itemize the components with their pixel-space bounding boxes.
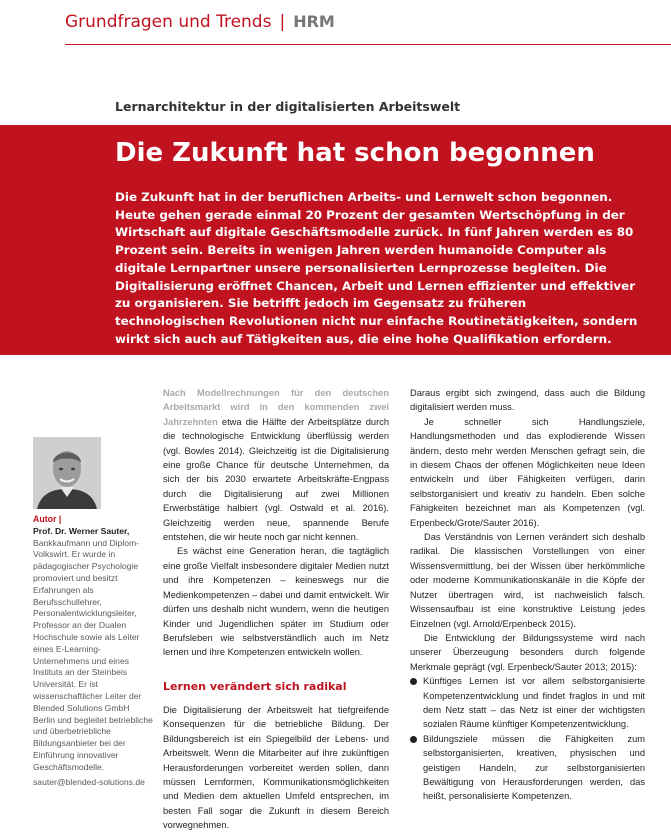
- author-bio: Bankkaufmann und Diplom-Volkswirt. Er wurde in pädagogischer Psychologie promoviert und besitzt Erfahrungen als Berufsschullehrer, Personalentwicklungsleiter, Professor an der Dualen Hochschule sowie als Leiter eines E-Learning-Unternehmens und eines Instituts an der Steinbeis Universität. Er ist wissenschaftlicher Leiter der Blended Solutions GmbH Berlin und begleitet betriebliche und überbetriebliche Bildungsanbieter bei der Einführung innovativer Geschäftsmodelle.: [33, 537, 153, 772]
- article-lead: Die Zukunft hat in der beruflichen Arbeits- und Lernwelt schon begonnen. Heute gehen gerade einmal 20 Prozent der gesamten Wertschöpfung in der Wirtschaft auf digitale Geschäftsmodelle zurück. In fünf Jahren werden es 80 Prozent sein. Bereits in wenigen Jahren werden humanoide Computer als digitale Lernpartner unsere personalisierten Lernprozesse begleiten. Die Digitalisierung eröffnet Chancen, Arbeit und Lernen effizienter und effektiver zu organisieren. Sie betrifft jedoch im Gegensatz zu früheren technologischen Revolutionen nicht nur einfache Routinetätigkeiten, sondern wirkt sich auch auf Tätigkeiten aus, die eine hohe Qualifikation erfordern.: [115, 190, 638, 346]
- bullet-list: [410, 674, 645, 804]
- header-separator: |: [279, 12, 286, 32]
- paragraph: Das Verständnis von Lernen verändert sich deshalb radikal. Die klassischen Vorstellungen von einer Wissensvermittlung, bei der Wissen über herkömmliche oder moderne Kommunikationskanäle in die Köpfe der Nutzer übertragen wird, ist nachweislich falsch. Wissensaufbau ist eine konstruktive Leistung jedes Einzelnen (vgl. Arnold/Erpenbeck 2015).: [410, 532, 645, 629]
- author-sidebar: [33, 514, 153, 774]
- paragraph: Je schneller sich Handlungsziele, Handlungsmethoden und das explodierende Wissen ändern, desto mehr werden Menschen gefragt sein, die in diesem Chaos der offenen Möglichkeiten neue Ideen entwickeln und über Fähigkeiten verfügen, darin selbstorganisiert und kreativ zu handeln. Eben solche Fähigkeiten bezeichnet man als Kompetenzen (vgl. Erpenbeck/Grote/Sauter 2016).: [410, 416, 645, 528]
- author-portrait-icon: [33, 437, 101, 509]
- paragraph: Die Digitalisierung der Arbeitswelt hat tiefgreifende Konsequenzen für die betriebliche Bildung. Der Bildungsbereich ist ein Spiegelbild der Lebens- und Arbeitswelt. Wenn die Mitarbeiter auf ihre zukünftigen Herausforderungen vorbereitet werden sollen, dann müssen Lernformen, Kommunikationsmöglichkeiten und Medien dem aktuellen Umfeld entsprechen, im besten Fall sogar die Zukunft in diesem Bereich vorwegnehmen.: [163, 705, 389, 831]
- bullet-item: Bildungsziele müssen die Fähigkeiten zum selbstorganisierten, kreativen, physischen und geistigen Handeln, zur selbstorganisierten Bewältigung von Herausforderungen werden, das heißt, personalisierte Kompetenzen.: [410, 732, 645, 804]
- paragraph: Daraus ergibt sich zwingend, dass auch die Bildung digitalisiert werden muss.: [410, 388, 645, 413]
- section-subhead: Lernen verändert sich radikal: [163, 680, 347, 693]
- section-tag: HRM: [293, 12, 335, 31]
- page-header: [65, 12, 335, 32]
- lead-in-text: Nach Modellrechnungen für den deutschen Arbeitsmarkt wird in den kommenden zwei Jahrzehnten: [163, 388, 389, 427]
- column-1-continued: [163, 703, 389, 833]
- paragraph: Die Entwicklung der Bildungssysteme wird nach unserer Überzeugung besonders durch folgende Merkmale geprägt (vgl. Erpenbeck/Sauter 2013; 2015):: [410, 632, 645, 672]
- section-title: Grundfragen und Trends: [65, 12, 272, 32]
- author-label: Autor |: [33, 514, 62, 524]
- bullet-item: Künftiges Lernen ist vor allem selbstorganisierte Kompetenzentwicklung und findet fraglos in und mit dem Netz statt – das Netz ist einer der wichtigsten sozialen Räume künftiger Kompetenzentwicklung.: [410, 674, 645, 732]
- paragraph: Es wächst eine Generation heran, die tagtäglich eine große Vielfalt insbesondere digitaler Medien nutzt und ihre Kompetenzen – keineswegs nur die Medienkompetenzen – dabei und damit entwickelt. Wir dürfen uns deshalb nicht wundern, wenn die heutigen Kinder und Jugendlichen später im Studium oder Berufsleben wie selbstverständlich auch im Netz lernen und ihre Kompetenzen entwickeln wollen.: [163, 546, 389, 658]
- paragraph: [163, 386, 389, 544]
- author-name: Prof. Dr. Werner Sauter,: [33, 525, 130, 536]
- header-rule: [65, 44, 671, 45]
- column-2: [410, 386, 645, 804]
- author-email[interactable]: sauter@blended-solutions.de: [33, 777, 145, 787]
- article-headline: Die Zukunft hat schon begonnen: [115, 138, 595, 168]
- paragraph-text: etwa die Hälfte der Arbeitsplätze durch die technologische Entwicklung überflüssig werden (vgl. Bowles 2014). Gleichzeitig ist die Digitalisierung eine große Chance für deutsche Unternehmen, da sich der bis 2030 erwartete Arbeitskräfte-Engpass durch die Digitalisierung auf zwei Millionen Erwerbstätige halbiert (vgl. Ostwald et al. 2016). Gleichzeitig werden neue, spannende Berufe entstehen, die wir heute noch gar nicht kennen.: [163, 416, 389, 543]
- column-1: [163, 386, 389, 660]
- article-kicker: Lernarchitektur in der digitalisierten Arbeitswelt: [115, 99, 461, 114]
- author-photo: [33, 437, 101, 509]
